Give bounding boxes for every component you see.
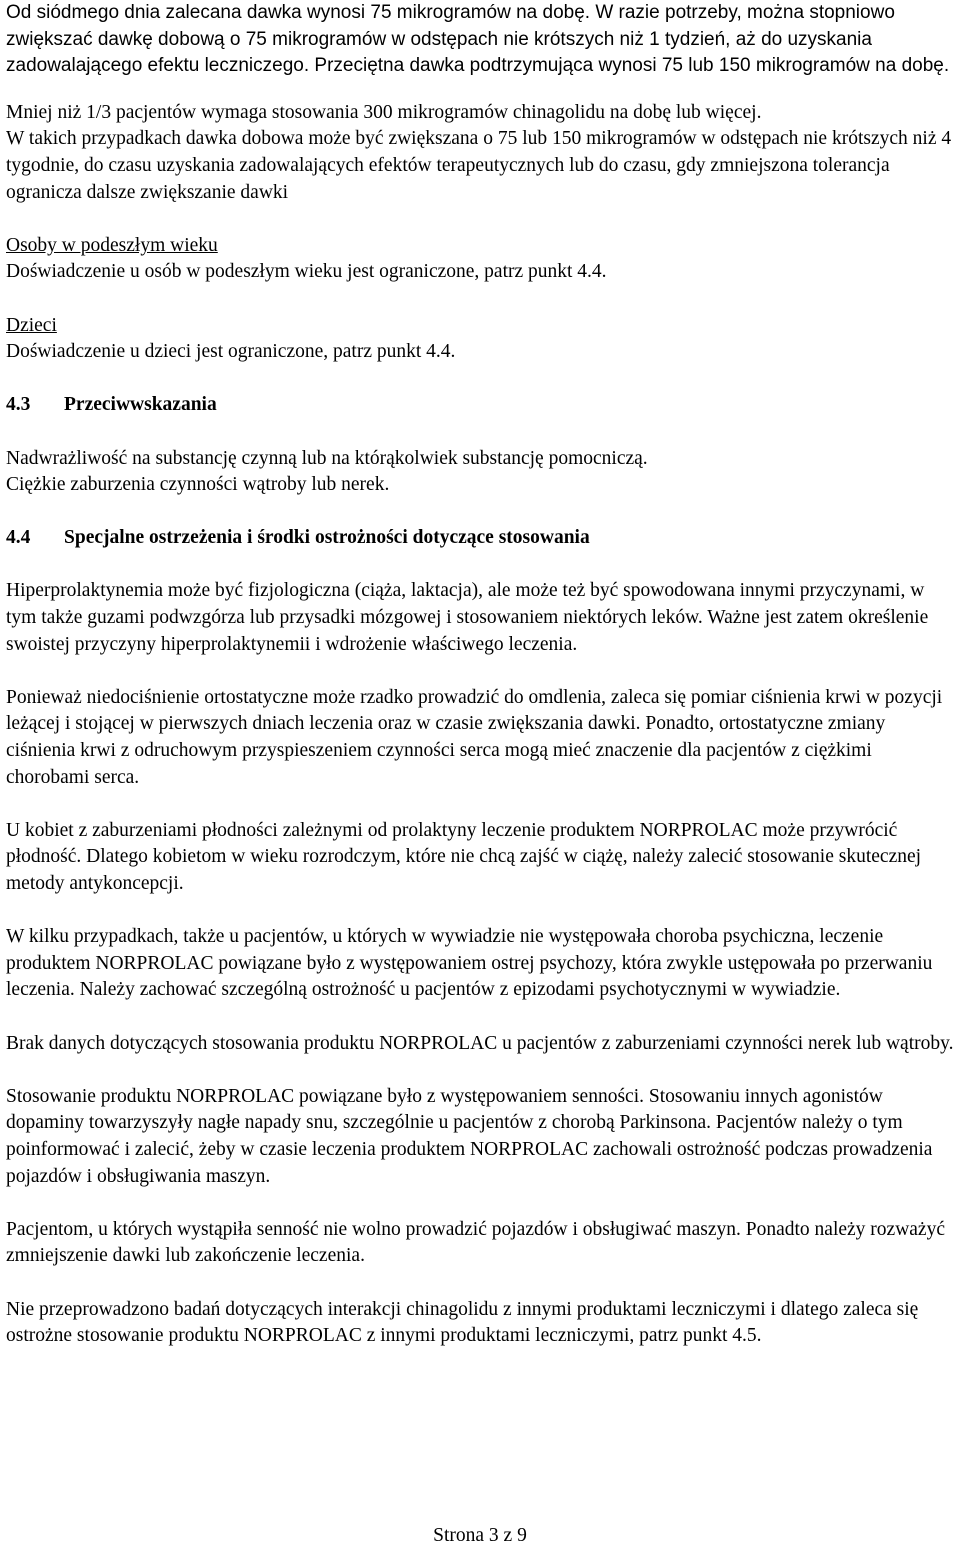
- children-block: [6, 313, 954, 366]
- warnings-paragraph: Nie przeprowadzono badań dotyczących interakcji chinagolidu z innymi produktami leczniczymi i dlatego zaleca się ostrożne stosowanie produktu NORPROLAC z innymi produktami leczniczymi, patrz punkt 4.5.: [6, 1298, 919, 1347]
- dosing-paragraph-1: Od siódmego dnia zalecana dawka wynosi 75 mikrogramów na dobę. W razie potrzeby, można stopniowo zwiększać dawkę dobową o 75 mikrogramów w odstępach nie krótszych niż 1 tydzień, aż do uzyskania zadowalającego efektu leczniczego. Przeciętna dawka podtrzymująca wynosi 75 lub 150 mikrogramów na dobę.: [6, 2, 950, 77]
- warnings-paragraph: W kilku przypadkach, także u pacjentów, u których w wywiadzie nie występowała choroba psychiczna, leczenie produktem NORPROLAC powiązane było z występowaniem ostrej psychozy, która zwykle ustępowała po przerwaniu leczenia. Należy zachować szczególną ostrożność u pacjentów z epizodami psychotycznymi w wywiadzie.: [6, 926, 933, 1001]
- page-footer: [0, 1524, 960, 1548]
- section-4-4-title: Specjalne ostrzeżenia i środki ostrożności dotyczące stosowania: [64, 527, 590, 549]
- elderly-heading: Osoby w podeszłym wieku: [6, 234, 218, 256]
- warnings-paragraph: Ponieważ niedociśnienie ortostatyczne może rzadko prowadzić do omdlenia, zaleca się pomiar ciśnienia krwi w pozycji leżącej i stojącej w pierwszych dniach leczenia oraz w czasie zwiększania dawki. Ponadto, ortostatyczne zmiany ciśnienia krwi z odruchowym przyspieszeniem czynności serca mogą mieć znaczenie dla pacjentów z ciężkimi chorobami serca.: [6, 686, 943, 788]
- children-text: Doświadczenie u dzieci jest ograniczone, patrz punkt 4.4.: [6, 341, 456, 363]
- elderly-text: Doświadczenie u osób w podeszłym wieku jest ograniczone, patrz punkt 4.4.: [6, 261, 607, 283]
- section-4-3-heading: [6, 392, 954, 419]
- section-4-4-number: 4.4: [6, 527, 31, 549]
- warnings-paragraph: Brak danych dotyczących stosowania produktu NORPROLAC u pacjentów z zaburzeniami czynności nerek lub wątroby.: [6, 1032, 954, 1054]
- warnings-paragraph: Pacjentom, u których wystąpiła senność nie wolno prowadzić pojazdów i obsługiwać maszyn. Ponadto należy rozważyć zmniejszenie dawki lub zakończenie leczenia.: [6, 1218, 945, 1267]
- section-4-3-number: 4.3: [6, 394, 31, 416]
- contraindication-line: Ciężkie zaburzenia czynności wątroby lub nerek.: [6, 474, 390, 496]
- warnings-paragraph: Hiperprolaktynemia może być fizjologiczna (ciąża, laktacja), ale może też być spowodowana innymi przyczynami, w tym także guzami podwzgórza lub przysadki mózgowej i stosowaniem niektórych leków. Ważne jest zatem określenie swoistej przyczyny hiperprolaktynemii i wdrożenie właściwego leczenia.: [6, 580, 929, 655]
- dosing-paragraph-2: Mniej niż 1/3 pacjentów wymaga stosowania 300 mikrogramów chinagolidu na dobę lub więcej.: [6, 101, 762, 123]
- contraindications-block: [6, 446, 954, 499]
- warnings-paragraph: U kobiet z zaburzeniami płodności zależnymi od prolaktyny leczenie produktem NORPROLAC może przywrócić płodność. Dlatego kobietom w wieku rozrodczym, które nie chcą zajść w ciążę, należy zalecić stosowanie skutecznej metody antykoncepcji.: [6, 819, 922, 894]
- section-4-3-title: Przeciwwskazania: [64, 394, 217, 416]
- document-page: [6, 0, 954, 1350]
- contraindication-line: Nadwrażliwość na substancję czynną lub na którąkolwiek substancję pomocniczą.: [6, 447, 648, 469]
- elderly-block: [6, 233, 954, 286]
- children-heading: Dzieci: [6, 314, 57, 336]
- dosing-paragraph-3: W takich przypadkach dawka dobowa może być zwiększana o 75 lub 150 mikrogramów w odstępach nie krótszych niż 4 tygodnie, do czasu uzyskania zadowalających efektów terapeutycznych lub do czasu, gdy zmniejszona tolerancja ogranicza dalsze zwiększanie dawki: [6, 128, 952, 203]
- warnings-paragraph: Stosowanie produktu NORPROLAC powiązane było z występowaniem senności. Stosowaniu innych agonistów dopaminy towarzyszyły nagłe napady snu, szczególnie u pacjentów z chorobą Parkinsona. Pacjentów należy o tym poinformować i zalecić, żeby w czasie leczenia produktem NORPROLAC zachowali ostrożność podczas prowadzenia pojazdów i obsługiwania maszyn.: [6, 1085, 933, 1187]
- section-4-4-heading: [6, 525, 954, 552]
- page-number-label: Strona 3 z 9: [433, 1525, 527, 1546]
